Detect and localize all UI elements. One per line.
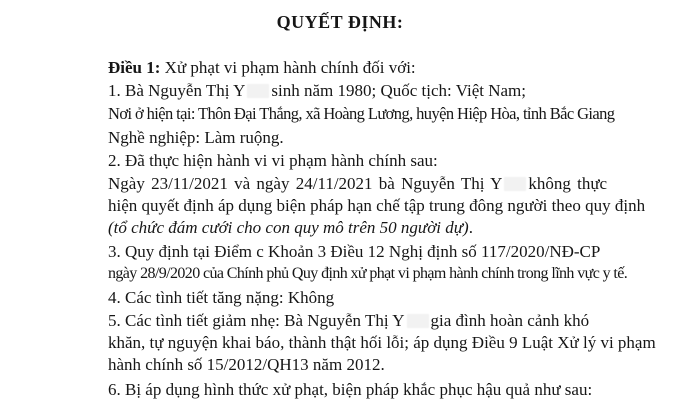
- document-title: QUYẾT ĐỊNH:: [276, 12, 404, 32]
- article-1-line: [108, 58, 416, 78]
- redacted-name-mark: [247, 84, 269, 98]
- item-5-line-3: hành chính số 15/2012/QH13 năm 2012.: [108, 355, 385, 374]
- violation-line-1-prefix: Ngày 23/11/2021 và ngày 24/11/2021 bà Nguyễn Thị Y: [108, 174, 503, 193]
- item-5-line-1: [108, 311, 589, 331]
- violation-line-3: [108, 218, 473, 238]
- violation-line-1-suffix: không thực: [528, 174, 608, 193]
- residence-line: Nơi ở hiện tại: Thôn Đại Thắng, xã Hoàng Lương, huyện Hiệp Hòa, tỉnh Bắc Giang: [108, 104, 615, 123]
- item-3-line-1: 3. Quy định tại Điểm c Khoản 3 Điều 12 Nghị định số 117/2020/NĐ-CP: [108, 242, 601, 261]
- item-2-line: 2. Đã thực hiện hành vi vi phạm hành chính sau:: [108, 151, 438, 170]
- item-1-line: [108, 81, 526, 101]
- redacted-name-mark: [504, 177, 526, 191]
- violation-line-3-end: .: [468, 218, 473, 237]
- item-5-line-1-prefix: 5. Các tình tiết giảm nhẹ: Bà Nguyễn Thị Y: [108, 311, 405, 330]
- redacted-name-mark: [407, 314, 429, 328]
- violation-line-2: hiện quyết định áp dụng biện pháp hạn chế tập trung đông người theo quy định: [108, 196, 646, 215]
- occupation-line: Nghề nghiệp: Làm ruộng.: [108, 128, 284, 147]
- item-5-line-1-suffix: gia đình hoàn cảnh khó: [430, 311, 590, 330]
- violation-line-1: [108, 174, 607, 194]
- violation-italic-note: (tổ chức đám cưới cho con quy mô trên 50 người dự): [108, 218, 469, 237]
- item-5-line-2: khăn, tự nguyện khai báo, thành thật hối lỗi; áp dụng Điều 9 Luật Xử lý vi phạm: [108, 333, 656, 352]
- item-1-prefix: 1. Bà Nguyễn Thị Y: [108, 81, 246, 100]
- item-6-line: 6. Bị áp dụng hình thức xử phạt, biện pháp khắc phục hậu quả như sau:: [108, 380, 593, 399]
- article-1-label: Điều 1:: [108, 58, 161, 77]
- item-4-line: 4. Các tình tiết tăng nặng: Không: [108, 288, 335, 307]
- item-1-suffix: sinh năm 1980; Quốc tịch: Việt Nam;: [271, 81, 526, 100]
- article-1-text: Xử phạt vi phạm hành chính đối với:: [164, 58, 416, 77]
- item-3-line-2: ngày 28/9/2020 của Chính phủ Quy định xử phạt vi phạm hành chính trong lĩnh vực y tế.: [108, 265, 628, 282]
